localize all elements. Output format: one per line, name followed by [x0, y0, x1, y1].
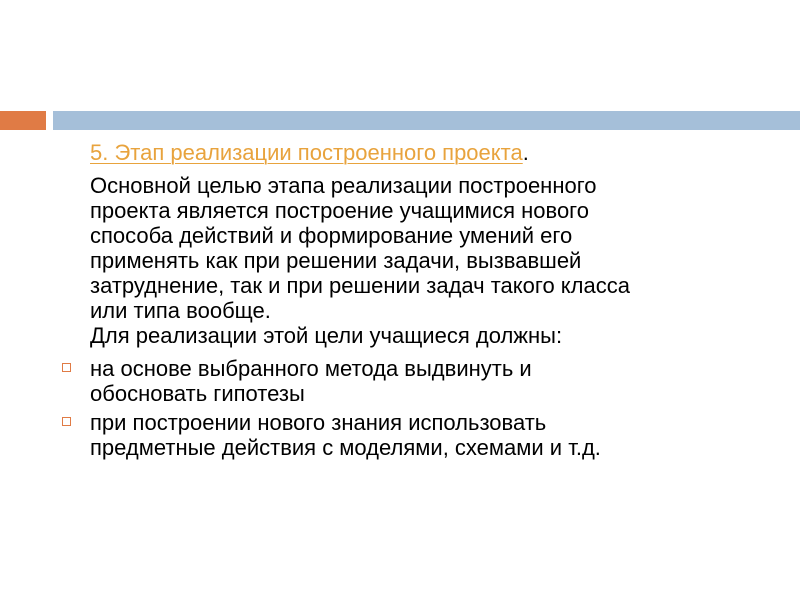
slide-heading — [90, 140, 770, 165]
body-paragraph — [90, 173, 770, 348]
paragraph-line: или типа вообще. — [90, 298, 271, 323]
header-bar — [53, 111, 800, 130]
bullet-list — [90, 356, 770, 460]
bullet-line: при построении нового знания использовать — [90, 410, 547, 435]
hollow-square-icon — [62, 417, 71, 426]
hollow-square-icon — [62, 363, 71, 372]
paragraph-line: применять как при решении задачи, вызвавшей — [90, 248, 582, 273]
bullet-line: обосновать гипотезы — [90, 381, 305, 406]
bullet-line: предметные действия с моделями, схемами и т.д. — [90, 435, 601, 460]
header-accent-bar — [0, 111, 46, 130]
paragraph-line: Основной целью этапа реализации построенного — [90, 173, 597, 198]
paragraph-line: способа действий и формирование умений его — [90, 223, 573, 248]
heading-link[interactable]: 5. Этап реализации построенного проекта — [90, 140, 523, 165]
paragraph-line: Для реализации этой цели учащиеся должны: — [90, 323, 563, 348]
bullet-item — [90, 356, 770, 406]
paragraph-line: проекта является построение учащимися нового — [90, 198, 589, 223]
slide-content — [90, 140, 770, 464]
bullet-line: на основе выбранного метода выдвинуть и — [90, 356, 532, 381]
paragraph-line: затруднение, так и при решении задач такого класса — [90, 273, 630, 298]
heading-suffix: . — [522, 140, 529, 165]
bullet-item — [90, 410, 770, 460]
